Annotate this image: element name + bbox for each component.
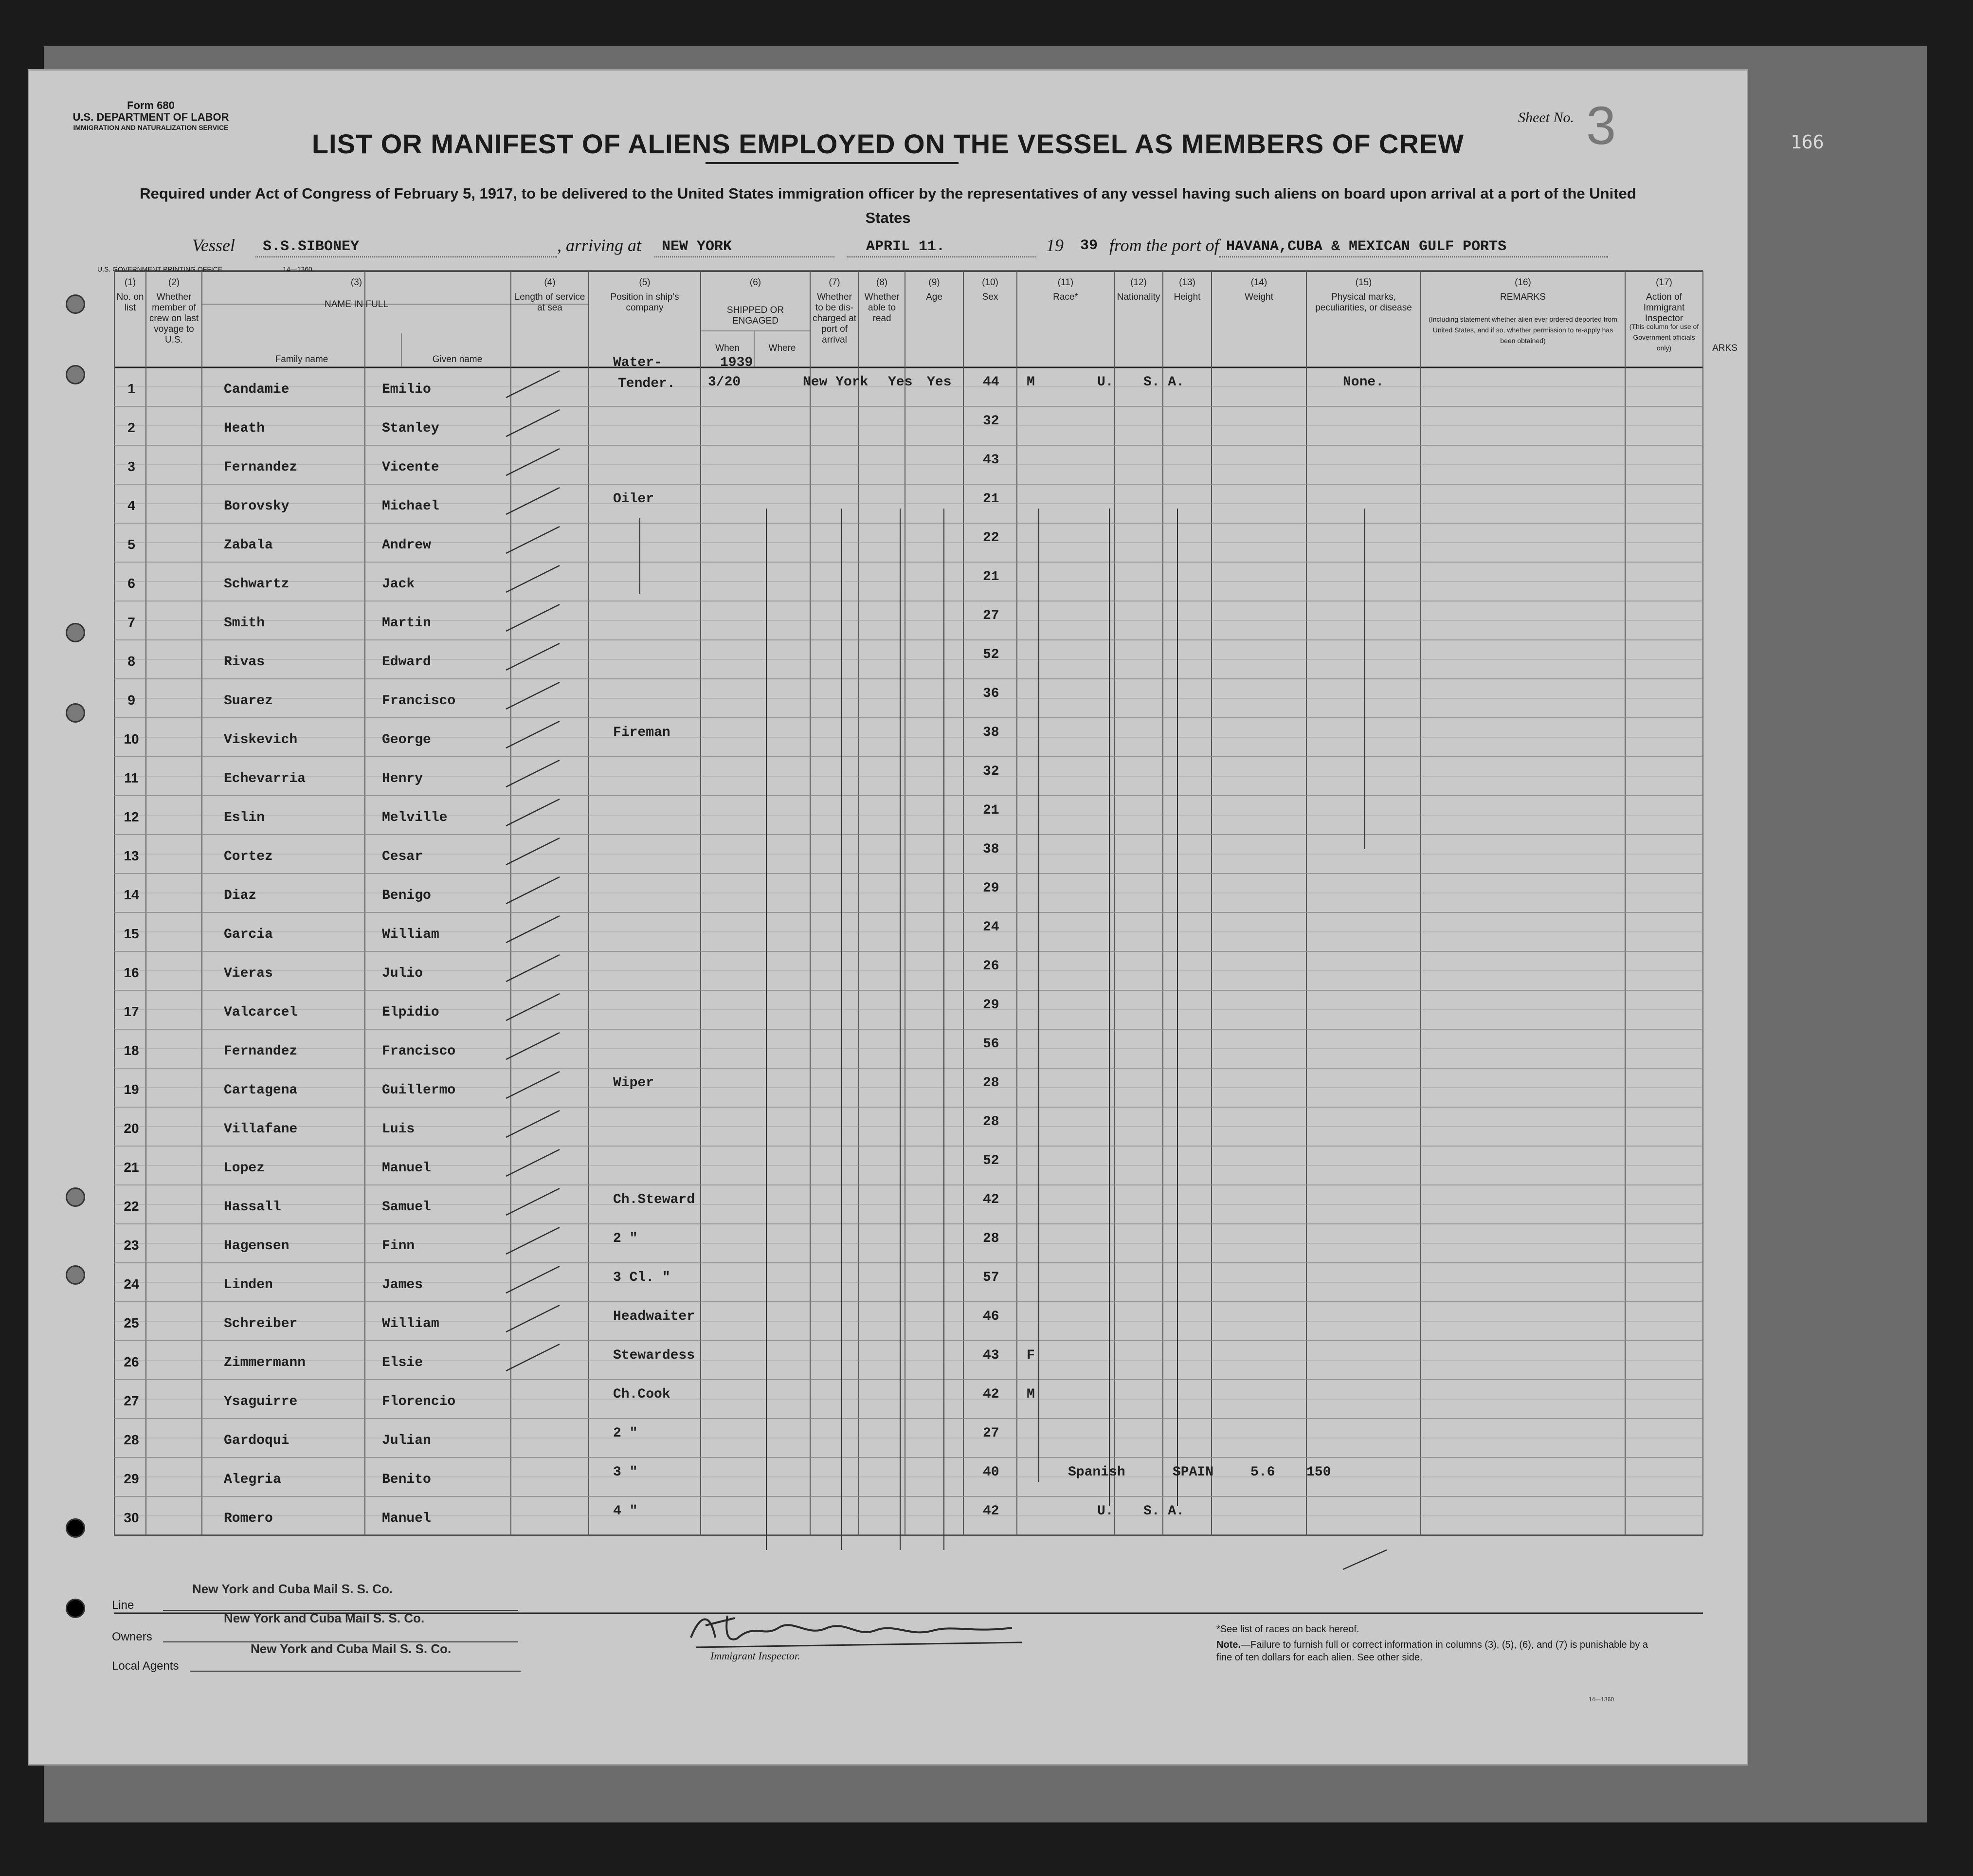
- age: 43: [983, 1348, 999, 1363]
- row-number: 8: [127, 654, 135, 669]
- family-name: Alegria: [224, 1472, 281, 1487]
- family-name: Fernandez: [224, 460, 298, 475]
- line-label: Line: [112, 1599, 134, 1612]
- handwritten-mark: [506, 1266, 560, 1293]
- row-number: 7: [127, 615, 135, 630]
- handwritten-mark: [506, 1188, 560, 1215]
- family-name: Romero: [224, 1511, 273, 1526]
- family-name: Villafane: [224, 1122, 298, 1137]
- family-name: Cortez: [224, 849, 273, 864]
- row-number: 30: [124, 1510, 139, 1525]
- document-subtitle: Required under Act of Congress of February 5, 1917, to be delivered to the United States immigration officer by the representatives of any vessel having such aliens on board upon arrival at a port of the United States: [140, 185, 1636, 226]
- vessel-name: S.S.SIBONEY: [263, 238, 360, 255]
- family-name: Echevarria: [224, 771, 306, 786]
- row-number: 18: [124, 1043, 139, 1058]
- punch-hole: [66, 365, 85, 384]
- family-name: Hagensen: [224, 1239, 290, 1254]
- handwritten-mark: [506, 1227, 560, 1254]
- bottom-form-code: 14—1360: [1589, 1696, 1614, 1703]
- given-name: Samuel: [382, 1200, 431, 1215]
- handwritten-mark: [506, 1033, 560, 1059]
- given-name: Francisco: [382, 693, 456, 709]
- handwritten-mark: [506, 604, 560, 631]
- given-name: Michael: [382, 499, 439, 514]
- page-number-top-right: 166: [1791, 131, 1824, 153]
- family-name: Schwartz: [224, 577, 290, 592]
- age: 32: [983, 414, 999, 429]
- nationality: S. A.: [1143, 1504, 1185, 1519]
- row-number: 26: [124, 1354, 139, 1369]
- column-header: Length of service at sea: [514, 292, 585, 313]
- column-number: (14): [1250, 277, 1267, 288]
- handwritten-mark: [506, 799, 560, 826]
- column-header: Age: [926, 292, 942, 302]
- handwritten-mark: [506, 1072, 560, 1098]
- remarks-note: (Including statement whether alien ever ordered deported from United States, and if so, whether permission to re-apply has been obtained): [1429, 315, 1617, 345]
- when-subheader: When: [715, 343, 740, 353]
- position: 4 ": [613, 1504, 638, 1519]
- family-name: Lopez: [224, 1161, 265, 1176]
- given-name: Florencio: [382, 1394, 456, 1409]
- penalty-note: [1216, 1639, 1654, 1664]
- family-name: Smith: [224, 616, 265, 631]
- given-name: Jack: [382, 577, 415, 592]
- given-name: Andrew: [382, 538, 431, 553]
- family-name: Rivas: [224, 655, 265, 670]
- arrival-year: 39: [1080, 237, 1098, 254]
- family-name: Diaz: [224, 888, 257, 903]
- family-name-subheader: Family name: [275, 354, 328, 364]
- shipped-where: New York: [803, 375, 869, 390]
- age: 22: [983, 530, 999, 546]
- column-number: (3): [350, 277, 362, 288]
- next-sheet-edge-header: ARKS: [1712, 343, 1738, 353]
- form-number: Form 680: [127, 99, 175, 111]
- given-name: Francisco: [382, 1044, 456, 1059]
- age: 24: [983, 920, 999, 935]
- age: 36: [983, 686, 999, 701]
- column-number: (16): [1515, 277, 1531, 288]
- column-header: Nationality: [1117, 292, 1160, 302]
- row-number: 27: [124, 1393, 139, 1408]
- age: 38: [983, 725, 999, 740]
- column-number: (17): [1656, 277, 1672, 288]
- height: 5.6: [1250, 1465, 1275, 1480]
- physical-marks: None.: [1343, 375, 1384, 390]
- handwritten-mark: [506, 371, 560, 398]
- note-label: Note.: [1216, 1639, 1241, 1650]
- column-number: (13): [1179, 277, 1195, 288]
- position: Wiper: [613, 1075, 654, 1091]
- column-header: Weight: [1245, 292, 1273, 302]
- column-number: (15): [1355, 277, 1372, 288]
- age: 27: [983, 1426, 999, 1441]
- column-header: Physical marks, peculiarities, or disease: [1315, 292, 1412, 313]
- punch-hole: [66, 1265, 85, 1285]
- owners-value: New York and Cuba Mail S. S. Co.: [224, 1611, 425, 1625]
- column-header: Sex: [982, 292, 998, 302]
- given-name: Julian: [382, 1433, 431, 1448]
- position: Tender.: [618, 376, 675, 391]
- given-name: Benigo: [382, 888, 431, 903]
- sheet-label: Sheet No.: [1518, 109, 1574, 126]
- age: 57: [983, 1270, 999, 1285]
- family-name: Borovsky: [224, 499, 290, 514]
- column-header: Position in ship's company: [610, 292, 679, 313]
- local-agents-value: New York and Cuba Mail S. S. Co.: [251, 1641, 452, 1656]
- row-number: 13: [124, 848, 139, 863]
- column-header: NAME IN FULL: [325, 299, 388, 310]
- year-prefix: 19: [1046, 236, 1064, 255]
- row-number: 29: [124, 1471, 139, 1486]
- column-number: (1): [124, 277, 136, 288]
- owners-label: Owners: [112, 1630, 152, 1643]
- local-agents-label: Local Agents: [112, 1659, 179, 1673]
- note-text: —Failure to furnish full or correct information in columns (3), (5), (6), and (7) is punishable by a fine of ten dollars for each alien. See other side.: [1216, 1639, 1648, 1663]
- age: 42: [983, 1504, 999, 1519]
- age: 52: [983, 1153, 999, 1168]
- given-name: Stanley: [382, 421, 439, 436]
- manifest-sheet: [29, 71, 1747, 1764]
- race: Spanish: [1068, 1465, 1125, 1480]
- family-name: Fernandez: [224, 1044, 298, 1059]
- age: 21: [983, 492, 999, 507]
- handwritten-mark: [506, 565, 560, 592]
- age: 42: [983, 1192, 999, 1207]
- age: 21: [983, 569, 999, 584]
- column-header: No. on list: [116, 292, 144, 313]
- row-number: 20: [124, 1121, 139, 1136]
- handwritten-mark: [506, 721, 560, 748]
- row-number: 23: [124, 1238, 139, 1253]
- given-name: Henry: [382, 771, 423, 786]
- row-number: 6: [127, 576, 135, 591]
- position: Ch.Cook: [613, 1387, 670, 1402]
- where-subheader: Where: [768, 343, 796, 353]
- punch-hole: [66, 623, 85, 642]
- nationality: SPAIN: [1173, 1465, 1214, 1480]
- column-header: SHIPPED OR ENGAGED: [726, 305, 784, 326]
- column-header: Whether to be dis-charged at port of arrival: [813, 292, 856, 345]
- handwritten-mark: [506, 994, 560, 1020]
- family-name: Candamie: [224, 382, 290, 397]
- handwritten-mark: [506, 1111, 560, 1137]
- position: Fireman: [613, 725, 670, 740]
- from-port-label: from the port of: [1109, 236, 1219, 255]
- given-name: Benito: [382, 1472, 431, 1487]
- row-number: 25: [124, 1315, 139, 1330]
- given-name: George: [382, 732, 431, 747]
- age: 27: [983, 608, 999, 623]
- given-name: Edward: [382, 655, 431, 670]
- age: 26: [983, 959, 999, 974]
- row-number: 3: [127, 459, 135, 474]
- given-name: William: [382, 1316, 439, 1331]
- family-name: Ysaguirre: [224, 1394, 298, 1409]
- inspector-signature: [681, 1603, 1032, 1657]
- position: 2 ": [613, 1426, 638, 1441]
- row-number: 22: [124, 1199, 139, 1214]
- handwritten-mark: [506, 916, 560, 943]
- row-number: 2: [127, 420, 135, 435]
- given-name: Melville: [382, 810, 448, 825]
- arrival-date: APRIL 11.: [866, 238, 945, 255]
- handwritten-mark: [506, 488, 560, 514]
- column-header: Race*: [1053, 292, 1078, 302]
- row-number: 12: [124, 809, 139, 824]
- row-number: 21: [124, 1160, 139, 1175]
- family-name: Hassall: [224, 1200, 281, 1215]
- given-name: Elsie: [382, 1355, 423, 1370]
- races-note: *See list of races on back hereof.: [1216, 1624, 1359, 1635]
- agents-underline: [190, 1671, 521, 1672]
- sex: F: [1027, 1348, 1035, 1363]
- handwritten-mark: [506, 527, 560, 553]
- given-name: Finn: [382, 1239, 415, 1254]
- vessel-label: Vessel: [192, 236, 235, 255]
- age: 32: [983, 764, 999, 779]
- position: Water-: [613, 355, 662, 370]
- age: 44: [983, 375, 999, 390]
- age: 29: [983, 998, 999, 1013]
- given-name: Vicente: [382, 460, 439, 475]
- row-number: 11: [124, 770, 139, 785]
- punch-hole: [66, 294, 85, 314]
- given-name: James: [382, 1277, 423, 1293]
- age: 42: [983, 1387, 999, 1402]
- handwritten-mark: [506, 838, 560, 865]
- sex: M: [1027, 375, 1035, 390]
- column-number: (7): [829, 277, 840, 288]
- given-name: Manuel: [382, 1511, 431, 1526]
- row-number: 9: [127, 692, 135, 708]
- shipped-when: 3/20: [708, 375, 741, 390]
- nationality: S. A.: [1143, 375, 1185, 390]
- family-name: Eslin: [224, 810, 265, 825]
- given-name: Emilio: [382, 382, 431, 397]
- race: U.: [1097, 1504, 1114, 1519]
- age: 40: [983, 1465, 999, 1480]
- given-name: Cesar: [382, 849, 423, 864]
- age: 28: [983, 1114, 999, 1129]
- position: Ch.Steward: [613, 1192, 695, 1207]
- column-number: (4): [544, 277, 556, 288]
- handwritten-mark: [506, 955, 560, 982]
- column-header: Height: [1174, 292, 1201, 302]
- row-number: 4: [127, 498, 135, 513]
- column-number: (6): [749, 277, 761, 288]
- position: Stewardess: [613, 1348, 695, 1363]
- family-name: Suarez: [224, 693, 273, 709]
- race: U.: [1097, 375, 1114, 390]
- family-name: Cartagena: [224, 1083, 298, 1098]
- family-name: Garcia: [224, 927, 273, 942]
- position: 2 ": [613, 1231, 638, 1246]
- family-name: Zimmermann: [224, 1355, 306, 1370]
- age: 52: [983, 647, 999, 662]
- row-number: 14: [124, 887, 139, 902]
- column-header: Action of Immigrant Inspector: [1643, 292, 1685, 324]
- position: 3 ": [613, 1465, 638, 1480]
- handwritten-mark: [506, 682, 560, 709]
- handwritten-mark: [506, 877, 560, 904]
- sex: M: [1027, 1387, 1035, 1402]
- column-number: (11): [1057, 277, 1074, 288]
- family-name: Viskevich: [224, 732, 298, 747]
- column-number: (2): [168, 277, 180, 288]
- print-code: 14—1360: [283, 265, 312, 273]
- family-name: Linden: [224, 1277, 273, 1293]
- column-number: (5): [639, 277, 651, 288]
- column-header: Whether able to read: [864, 292, 900, 324]
- handwritten-mark: [506, 449, 560, 475]
- inspector-label: Immigrant Inspector.: [710, 1650, 800, 1662]
- given-name: Luis: [382, 1122, 415, 1137]
- given-name: Elpidio: [382, 1005, 439, 1020]
- row-number: 19: [124, 1082, 139, 1097]
- given-name: William: [382, 927, 439, 942]
- row-number: 28: [124, 1432, 139, 1447]
- given-name: Martin: [382, 616, 431, 631]
- given-name: Guillermo: [382, 1083, 456, 1098]
- family-name: Valcarcel: [224, 1005, 298, 1020]
- handwritten-mark: [506, 1344, 560, 1371]
- column-number: (10): [982, 277, 998, 288]
- given-name: Manuel: [382, 1161, 431, 1176]
- document-title: LIST OR MANIFEST OF ALIENS EMPLOYED ON THE VESSEL AS MEMBERS OF CREW: [311, 128, 1465, 159]
- sheet-number: 3: [1586, 96, 1616, 156]
- punch-hole: [66, 1599, 85, 1618]
- row-number: 10: [124, 731, 139, 747]
- row-number: 15: [124, 926, 139, 941]
- handwritten-mark: [506, 643, 560, 670]
- age: 28: [983, 1075, 999, 1091]
- age: 43: [983, 453, 999, 468]
- punch-hole: [66, 1518, 85, 1538]
- printer-name: U.S. GOVERNMENT PRINTING OFFICE: [97, 265, 223, 273]
- age: 56: [983, 1037, 999, 1052]
- family-name: Gardoqui: [224, 1433, 290, 1448]
- form-department: U.S. DEPARTMENT OF LABOR: [72, 111, 229, 123]
- position: Headwaiter: [613, 1309, 695, 1324]
- position: Oiler: [613, 492, 654, 507]
- handwritten-mark: [1343, 1550, 1387, 1569]
- column-number: (9): [928, 277, 940, 288]
- handwritten-mark: [506, 1149, 560, 1176]
- row-number: 16: [124, 965, 139, 980]
- given-name-subheader: Given name: [432, 354, 483, 364]
- handwritten-mark: [506, 410, 560, 437]
- weight: 150: [1306, 1465, 1331, 1480]
- row-number: 5: [127, 537, 135, 552]
- row-number: 17: [124, 1004, 139, 1019]
- column-header: Whether member of crew on last voyage to U.S.: [149, 292, 199, 345]
- arrival-port: NEW YORK: [662, 238, 732, 255]
- age: 21: [983, 803, 999, 818]
- given-name: Julio: [382, 966, 423, 981]
- column-header: REMARKS: [1500, 292, 1546, 302]
- departure-port: HAVANA,CUBA & MEXICAN GULF PORTS: [1226, 238, 1507, 255]
- family-name: Schreiber: [224, 1316, 298, 1331]
- position: 3 Cl. ": [613, 1270, 670, 1285]
- action-note: (This column for use of Government officials only): [1629, 323, 1699, 352]
- punch-hole: [66, 703, 85, 723]
- column-number: (12): [1130, 277, 1147, 288]
- handwritten-mark: [506, 760, 560, 787]
- row-number: 24: [124, 1276, 139, 1292]
- able-to-read: Yes: [927, 375, 952, 390]
- shipped-year: 1939: [720, 355, 753, 370]
- form-service: IMMIGRATION AND NATURALIZATION SERVICE: [73, 124, 229, 131]
- punch-hole: [66, 1187, 85, 1207]
- arriving-label: , arriving at: [557, 236, 642, 255]
- handwritten-mark: [506, 1305, 560, 1332]
- age: 46: [983, 1309, 999, 1324]
- age: 38: [983, 842, 999, 857]
- row-number: 1: [127, 381, 135, 396]
- family-name: Heath: [224, 421, 265, 436]
- family-name: Zabala: [224, 538, 273, 553]
- line-value: New York and Cuba Mail S. S. Co.: [192, 1582, 393, 1596]
- age: 29: [983, 881, 999, 896]
- discharged-at-port: Yes: [888, 375, 913, 390]
- column-number: (8): [876, 277, 888, 288]
- family-name: Vieras: [224, 966, 273, 981]
- age: 28: [983, 1231, 999, 1246]
